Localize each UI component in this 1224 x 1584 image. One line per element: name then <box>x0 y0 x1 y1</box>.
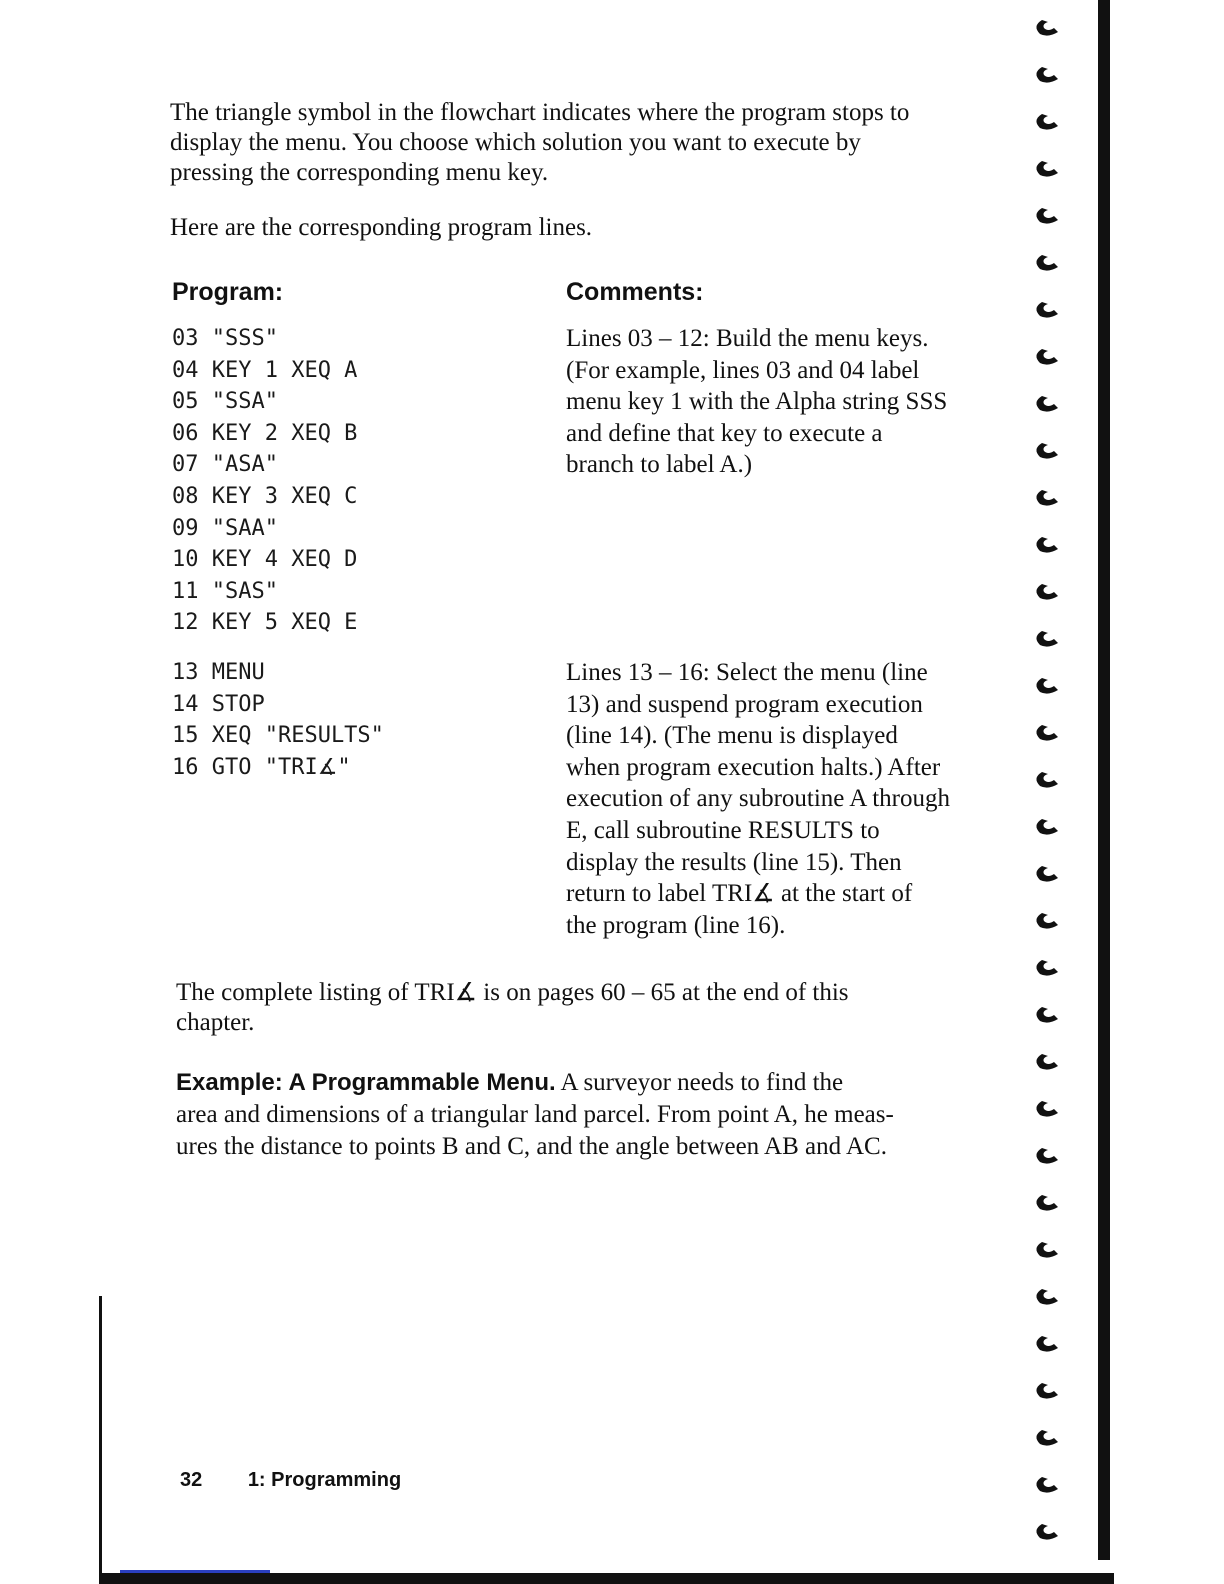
page-edge-left <box>99 1296 102 1584</box>
comment-line: branch to label A.) <box>566 451 753 479</box>
program-line: 16 GTO "TRI∡" <box>172 754 351 780</box>
example-paragraph <box>176 1067 1006 1163</box>
comment-line: menu key 1 with the Alpha string SSS <box>566 388 948 416</box>
intro-line: The triangle symbol in the flowchart indicates where the program stops to <box>170 99 910 126</box>
example-line: ures the distance to points B and C, and the angle between AB and AC. <box>176 1133 887 1160</box>
program-line: 05 "SSA" <box>172 389 278 415</box>
comment-line: and define that key to execute a <box>566 419 883 447</box>
example-heading: Example: A Programmable Menu. <box>176 1069 556 1096</box>
comment-line: the program (line 16). <box>566 911 786 939</box>
program-line: 09 "SAA" <box>172 515 278 541</box>
example-text: A surveyor needs to find the <box>555 1069 844 1096</box>
comment-group-1 <box>566 323 1006 481</box>
program-line: 10 KEY 4 XEQ D <box>172 547 358 573</box>
comments-column-header: Comments: <box>566 278 704 306</box>
program-line: 07 "ASA" <box>172 452 278 478</box>
page-number: 32 <box>180 1469 203 1491</box>
comment-line: execution of any subroutine A through <box>566 785 950 813</box>
comment-line: display the results (line 15). Then <box>566 848 902 876</box>
page-edge-accent <box>120 1570 270 1573</box>
page-edge-bottom <box>99 1573 1114 1584</box>
listing-paragraph <box>176 978 1006 1038</box>
intro-line: pressing the corresponding menu key. <box>170 159 549 186</box>
program-line: 04 KEY 1 XEQ A <box>172 357 358 383</box>
program-listing-group-1 <box>172 323 552 639</box>
program-line: 15 XEQ "RESULTS" <box>172 723 384 749</box>
program-line: 13 MENU <box>172 660 265 685</box>
program-listing-group-2 <box>172 657 552 783</box>
comment-line: Lines 03 – 12: Build the menu keys. <box>566 325 929 352</box>
program-line: 03 "SSS" <box>172 326 278 351</box>
comment-line: (For example, lines 03 and 04 label <box>566 356 920 384</box>
comment-line: Lines 13 – 16: Select the menu (line <box>566 659 928 686</box>
example-line: area and dimensions of a triangular land parcel. From point A, he meas- <box>176 1101 894 1128</box>
comment-line: E, call subroutine RESULTS to <box>566 816 880 844</box>
comment-line: 13) and suspend program execution <box>566 690 923 718</box>
comment-line: when program execution halts.) After <box>566 753 941 781</box>
chapter-title: 1: Programming <box>247 1469 402 1491</box>
here-paragraph: Here are the corresponding program lines. <box>170 214 593 241</box>
intro-paragraph <box>170 98 1000 188</box>
program-line: 12 KEY 5 XEQ E <box>172 610 358 636</box>
program-line: 14 STOP <box>172 691 265 717</box>
listing-line: The complete listing of TRI∡ is on pages 60 – 65 at the end of this <box>176 979 849 1006</box>
page-footer <box>180 1469 441 1492</box>
program-line: 06 KEY 2 XEQ B <box>172 420 358 446</box>
comment-line: (line 14). (The menu is displayed <box>566 722 898 750</box>
comment-line: return to label TRI∡ at the start of <box>566 880 913 908</box>
program-column-header: Program: <box>172 278 284 306</box>
comment-group-2 <box>566 657 1006 941</box>
listing-line: chapter. <box>176 1009 255 1036</box>
example-line <box>176 1067 1006 1099</box>
program-line: 11 "SAS" <box>172 578 278 604</box>
binding-strip <box>1098 0 1110 1560</box>
program-line: 08 KEY 3 XEQ C <box>172 483 358 509</box>
intro-line: display the menu. You choose which solution you want to execute by <box>170 129 861 156</box>
